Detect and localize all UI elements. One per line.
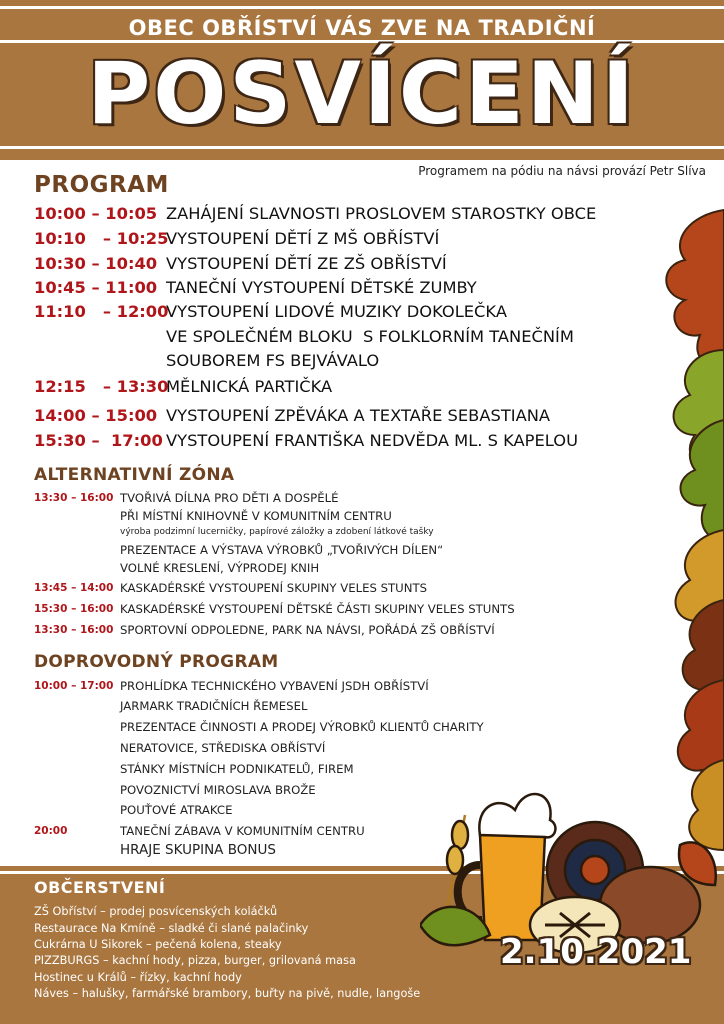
header-line-top — [0, 6, 724, 9]
program-text: ZAHÁJENÍ SLAVNOSTI PROSLOVEM STAROSTKY OBCE — [166, 204, 597, 223]
refreshment-item: Cukrárna U Sikorek – pečená kolena, steaky — [34, 938, 282, 951]
program-text: MĚLNICKÁ PARTIČKA — [166, 377, 333, 396]
program-text: VYSTOUPENÍ DĚTÍ Z MŠ OBŘÍSTVÍ — [166, 229, 440, 248]
accompanying-text: HRAJE SKUPINA BONUS — [120, 842, 276, 858]
alternative-text: KASKADÉRSKÉ VYSTOUPENÍ SKUPINY VELES STUNTS — [120, 581, 428, 595]
refreshment-item: PIZZBURGS – kachní hody, pizza, burger, grilovaná masa — [34, 954, 356, 967]
program-text: VE SPOLEČNÉM BLOKU S FOLKLORNÍM TANEČNÍM — [166, 327, 574, 346]
program-text: VYSTOUPENÍ FRANTIŠKA NEDVĚDA ML. S KAPELOU — [166, 431, 579, 450]
accompanying-text: STÁNKY MÍSTNÍCH PODNIKATELŮ, FIREM — [120, 762, 354, 776]
alternative-text: SPORTOVNÍ ODPOLEDNE, PARK NA NÁVSI, POŘÁDÁ ZŠ OBŘÍSTVÍ — [120, 623, 495, 637]
food-beer-illustration — [420, 775, 724, 955]
oak-leaves-decoration — [640, 200, 724, 860]
page-title: POSVÍCENÍ — [87, 44, 637, 144]
accompanying-text: JARMARK TRADIČNÍCH ŘEMESEL — [120, 699, 308, 713]
program-time: 10:00 – 10:05 — [34, 204, 158, 223]
accompanying-text: NERATOVICE, STŘEDISKA OBŘÍSTVÍ — [120, 741, 326, 755]
refreshments-heading: OBČERSTVENÍ — [34, 878, 166, 897]
accompanying-text: PROHLÍDKA TECHNICKÉHO VYBAVENÍ JSDH OBŘÍSTVÍ — [120, 679, 429, 693]
header-line-bottom — [0, 146, 724, 149]
accompanying-text: POVOZNICTVÍ MIROSLAVA BROŽE — [120, 783, 316, 797]
accompanying-text: TANEČNÍ ZÁBAVA V KOMUNITNÍM CENTRU — [120, 824, 365, 838]
program-heading: PROGRAM — [34, 172, 169, 198]
program-time: 10:30 – 10:40 — [34, 254, 158, 273]
program-text: SOUBOREM FS BEJVÁVALO — [166, 351, 380, 370]
program-time: 10:45 – 11:00 — [34, 278, 158, 297]
refreshment-item: Náves – halušky, farmářské brambory, buřty na pivě, nudle, langoše — [34, 987, 421, 1000]
alternative-time: 15:30 – 16:00 — [34, 603, 114, 615]
alternative-time: 13:30 – 16:00 — [34, 492, 114, 504]
refreshment-item: Restaurace Na Kmíně – sladké či slané palačinky — [34, 922, 309, 935]
program-text: VYSTOUPENÍ DĚTÍ ZE ZŠ OBŘÍSTVÍ — [166, 254, 447, 273]
accompanying-text: PREZENTACE ČINNOSTI A PRODEJ VÝROBKŮ KLIENTŮ CHARITY — [120, 720, 484, 734]
refreshment-item: ZŠ Obříství – prodej posvícenských koláčků — [34, 905, 278, 918]
header-line-mid — [0, 40, 724, 43]
alternative-time: 13:45 – 14:00 — [34, 582, 114, 594]
program-text: VYSTOUPENÍ ZPĚVÁKA A TEXTAŘE SEBASTIANA — [166, 406, 551, 425]
accompanying-text: POUŤOVÉ ATRAKCE — [120, 803, 233, 817]
alternative-text: KASKADÉRSKÉ VYSTOUPENÍ DĚTSKÉ ČÁSTI SKUPINY VELES STUNTS — [120, 602, 515, 616]
program-time: 10:10 – 10:25 — [34, 229, 169, 248]
program-text: TANEČNÍ VYSTOUPENÍ DĚTSKÉ ZUMBY — [166, 278, 477, 297]
program-time: 14:00 – 15:00 — [34, 406, 158, 425]
alternative-text: VOLNÉ KRESLENÍ, VÝPRODEJ KNIH — [120, 561, 320, 575]
alternative-time: 13:30 – 16:00 — [34, 624, 114, 636]
alternative-text: výroba podzimní lucerničky, papírové záložky a zdobení látkové tašky — [120, 527, 434, 537]
refreshment-item: Hostinec u Králů – řízky, kachní hody — [34, 971, 242, 984]
alternative-text: PREZENTACE A VÝSTAVA VÝROBKŮ „TVOŘIVÝCH DÍLEN“ — [120, 543, 444, 557]
event-date: 2.10.2021 — [500, 932, 692, 972]
program-text: VYSTOUPENÍ LIDOVÉ MUZIKY DOKOLEČKA — [166, 302, 507, 321]
alternative-text: PŘI MÍSTNÍ KNIHOVNĚ V KOMUNITNÍM CENTRU — [120, 509, 392, 523]
alternative-text: TVOŘIVÁ DÍLNA PRO DĚTI A DOSPĚLÉ — [120, 491, 339, 505]
alternative-heading: ALTERNATIVNÍ ZÓNA — [34, 465, 235, 485]
performer-note: Programem na pódiu na návsi provází Petr Slíva — [418, 164, 706, 178]
accompanying-heading: DOPROVODNÝ PROGRAM — [34, 652, 279, 672]
program-time: 11:10 – 12:00 — [34, 302, 169, 321]
program-time: 15:30 – 17:00 — [34, 431, 163, 450]
invite-line: OBEC OBŘÍSTVÍ VÁS ZVE NA TRADIČNÍ — [128, 16, 596, 40]
program-time: 12:15 – 13:30 — [34, 377, 169, 396]
accompanying-time: 20:00 — [34, 825, 68, 837]
accompanying-time: 10:00 – 17:00 — [34, 680, 114, 692]
